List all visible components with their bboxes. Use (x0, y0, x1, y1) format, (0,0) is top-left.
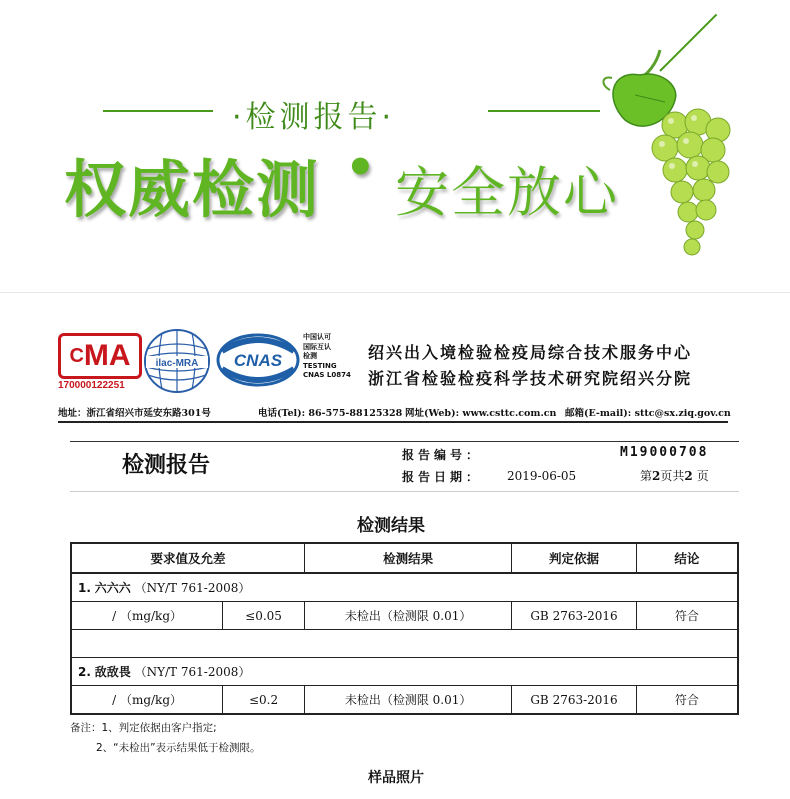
table-row (71, 686, 738, 715)
cma-number: 170000122251 (58, 380, 125, 391)
report-number-label: 报告编号： (402, 448, 483, 462)
page-info-b: 页共 (660, 469, 685, 483)
page-info-c: 页 (696, 469, 709, 483)
section-1-result: 未检出（检测限 0.01） (304, 602, 511, 630)
results-heading: 检测结果 (357, 516, 425, 536)
report-top-rule (70, 441, 739, 442)
banner-title-2: 安全放心 (395, 161, 619, 224)
col-header-conclusion: 结论 (636, 543, 738, 573)
page-current: 2 (652, 469, 661, 483)
col-header-requirement: 要求值及允差 (71, 543, 304, 573)
report-number: M19000708 (620, 445, 709, 460)
section-2-limit: ≤0.2 (223, 686, 305, 715)
banner-separator (0, 292, 790, 293)
cnas-caption-5: CNAS L0874 (303, 371, 351, 379)
note-1: 备注：1、判定依据由客户指定; (70, 722, 217, 734)
note-2: 2、“未检出”表示结果低于检测限。 (96, 742, 261, 754)
section-row (71, 573, 738, 602)
results-table (70, 542, 739, 715)
section-1-unit: / （mg/kg） (71, 602, 223, 630)
ilac-text: ilac-MRA (155, 358, 199, 369)
section-1-conclusion: 符合 (636, 602, 738, 630)
section-1-basis: GB 2763-2016 (512, 602, 637, 630)
report-title: 检测报告 (122, 453, 211, 478)
ilac-mra-logo (142, 327, 212, 395)
section-row (71, 658, 738, 686)
section-2-basis: GB 2763-2016 (512, 686, 637, 715)
address: 地址：浙江省绍兴市延安东路301号 (58, 408, 211, 419)
section-2-title (71, 658, 738, 686)
report-date: 2019-06-05 (507, 469, 577, 483)
section-1-title (71, 573, 738, 602)
org-name-1: 绍兴出入境检验检疫局综合技术服务中心 (368, 343, 693, 362)
section-2-index: 2. (78, 665, 91, 679)
cnas-text: CNAS (233, 351, 283, 370)
cnas-caption-2: 国际互认 (303, 342, 331, 351)
banner-subtitle: ·检测报告· (232, 100, 396, 135)
cma-logo: $^C$MA (58, 333, 142, 379)
section-2-standard: （NY/T 761-2008） (134, 665, 251, 679)
report-mid-rule (70, 491, 739, 492)
banner-bullet: • (345, 140, 378, 196)
spacer-row (71, 630, 738, 658)
section-2-unit: / （mg/kg） (71, 686, 223, 715)
table-header-row (71, 543, 738, 573)
cnas-logo (216, 333, 300, 387)
phone: 电话(Tel): 86-575-88125328 (258, 408, 403, 419)
banner-right-line (488, 110, 600, 112)
section-1-name: 六六六 (94, 581, 131, 595)
page-info (640, 467, 709, 484)
cnas-caption-4: TESTING (303, 361, 337, 370)
spacer-cell (71, 630, 738, 658)
banner-title-1: 权威检测 (64, 153, 321, 226)
col-header-result: 检测结果 (304, 543, 511, 573)
cnas-caption-3: 检测 (303, 352, 317, 360)
section-2-name: 敌敌畏 (94, 665, 131, 679)
email: 邮箱(E-mail): sttc@sx.ziq.gov.cn (565, 408, 731, 419)
cnas-caption (303, 333, 351, 381)
section-2-result: 未检出（检测限 0.01） (304, 686, 511, 715)
page-total: 2 (684, 469, 693, 483)
col-header-basis: 判定依据 (512, 543, 637, 573)
photo-heading: 样品照片 (368, 770, 424, 786)
cnas-caption-1: 中国认可 (303, 333, 331, 341)
website: 网址(Web): www.csttc.com.cn (405, 408, 557, 419)
page-info-a: 第 (640, 469, 653, 483)
section-1-standard: （NY/T 761-2008） (134, 581, 251, 595)
header-rule (58, 421, 728, 423)
org-name-2: 浙江省检验检疫科学技术研究院绍兴分院 (368, 369, 693, 388)
section-2-conclusion: 符合 (636, 686, 738, 715)
table-row (71, 602, 738, 630)
section-1-index: 1. (78, 581, 91, 595)
grape-icon (600, 40, 760, 265)
section-1-limit: ≤0.05 (223, 602, 305, 630)
banner-left-line (103, 110, 213, 112)
report-date-label: 报告日期： (402, 470, 483, 484)
